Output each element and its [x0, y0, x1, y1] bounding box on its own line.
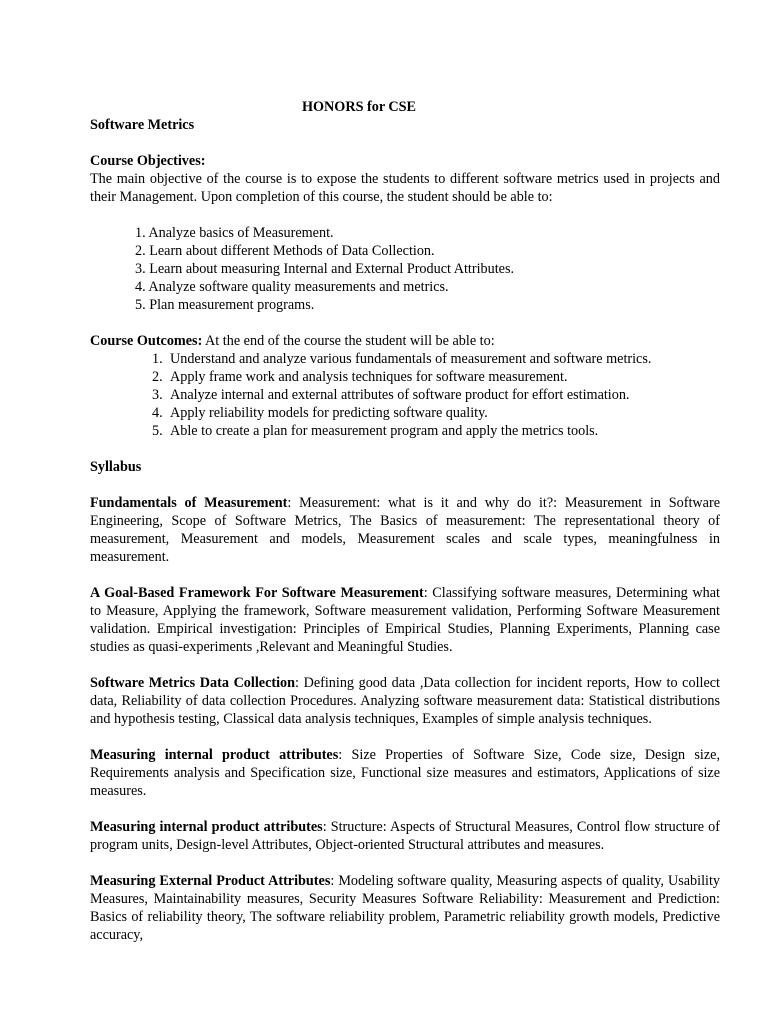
outcomes-intro: At the end of the course the student will be able to:: [202, 333, 495, 349]
section-body: : Size Properties of Software Size, Code size, Design size, Requirements analysis and Specification size, Functional size measures and estimators, Applications of size measures.: [90, 747, 720, 799]
list-text: Apply frame work and analysis techniques for software measurement.: [170, 369, 568, 385]
syllabus-section: [90, 494, 720, 566]
section-title: Measuring internal product attributes: [90, 747, 339, 763]
list-item: [152, 386, 720, 404]
section-title: Software Metrics Data Collection: [90, 675, 296, 691]
subject-title: Software Metrics: [90, 117, 195, 133]
list-item: [152, 350, 720, 368]
syllabus-section: [90, 674, 720, 728]
list-item: 5. Plan measurement programs.: [135, 297, 315, 313]
list-item: [152, 422, 720, 440]
syllabus-heading: Syllabus: [90, 459, 142, 475]
list-item: [152, 404, 720, 422]
list-item: 3. Learn about measuring Internal and External Product Attributes.: [135, 261, 515, 277]
list-number: 5.: [152, 423, 163, 439]
outcomes-heading: Course Outcomes:: [90, 333, 203, 349]
list-text: Apply reliability models for predicting software quality.: [170, 405, 488, 421]
list-text: Understand and analyze various fundamentals of measurement and software metrics.: [170, 351, 652, 367]
outcomes-paragraph: [90, 332, 720, 350]
section-body: : Measurement: what is it and why do it?: Measurement in Software Engineering, Scope of Software Metrics, The Basics of measurement: The representational theory of measurement, Measurement and models, Measurement scales and scale types, meaningfulness in measurement.: [90, 495, 720, 565]
list-number: 4.: [152, 405, 163, 421]
list-number: 1.: [152, 351, 163, 367]
section-title: Measuring External Product Attributes: [90, 873, 331, 889]
section-title: Measuring internal product attributes: [90, 819, 323, 835]
list-item: 4. Analyze software quality measurements and metrics.: [135, 279, 449, 295]
document-content: [90, 98, 720, 944]
objectives-heading: Course Objectives:: [90, 153, 206, 169]
list-item: [152, 368, 720, 386]
syllabus-section: [90, 746, 720, 800]
section-body: : Modeling software quality, Measuring aspects of quality, Usability Measures, Maintainability measures, Security Measures Software Reliability: Measurement and Prediction: Basics of reliability theory, The software reliability problem, Parametric reliability growth models, Predictive accuracy,: [90, 873, 721, 943]
list-number: 3.: [152, 387, 163, 403]
section-body: : Defining good data ,Data collection for incident reports, How to collect data, Reliability of data collection Procedures. Analyzing software measurement data: Statistical distributions and hypothesis testing, Classical data analysis techniques, Examples of simple analysis techniques.: [90, 675, 720, 727]
list-number: 2.: [152, 369, 163, 385]
syllabus-section: [90, 872, 720, 944]
objectives-list: [90, 224, 720, 314]
list-text: Analyze internal and external attributes of software product for effort estimation.: [170, 387, 630, 403]
syllabus-section: [90, 818, 720, 854]
list-text: Able to create a plan for measurement program and apply the metrics tools.: [170, 423, 599, 439]
list-item: 1. Analyze basics of Measurement.: [135, 225, 334, 241]
section-title: A Goal-Based Framework For Software Measurement: [90, 585, 424, 601]
section-body: : Structure: Aspects of Structural Measures, Control flow structure of program units, Design-level Attributes, Object-oriented Structural attributes and measures.: [90, 819, 720, 853]
syllabus-section: [90, 584, 720, 656]
outcomes-list: [90, 350, 720, 440]
page-title: HONORS for CSE: [301, 99, 417, 115]
list-item: 2. Learn about different Methods of Data Collection.: [135, 243, 435, 259]
objectives-intro: The main objective of the course is to expose the students to different software metrics used in projects and their Management. Upon completion of this course, the student should be able to:: [90, 171, 720, 205]
section-title: Fundamentals of Measurement: [90, 495, 288, 511]
section-body: : Classifying software measures, Determining what to Measure, Applying the framework, Software measurement validation, Performing Software Measurement validation. Empirical investigation: Principles of Empirical Studies, Planning Experiments, Planning case studies as quasi-experiments ,Relevant and Meaningful Studies.: [90, 585, 720, 655]
